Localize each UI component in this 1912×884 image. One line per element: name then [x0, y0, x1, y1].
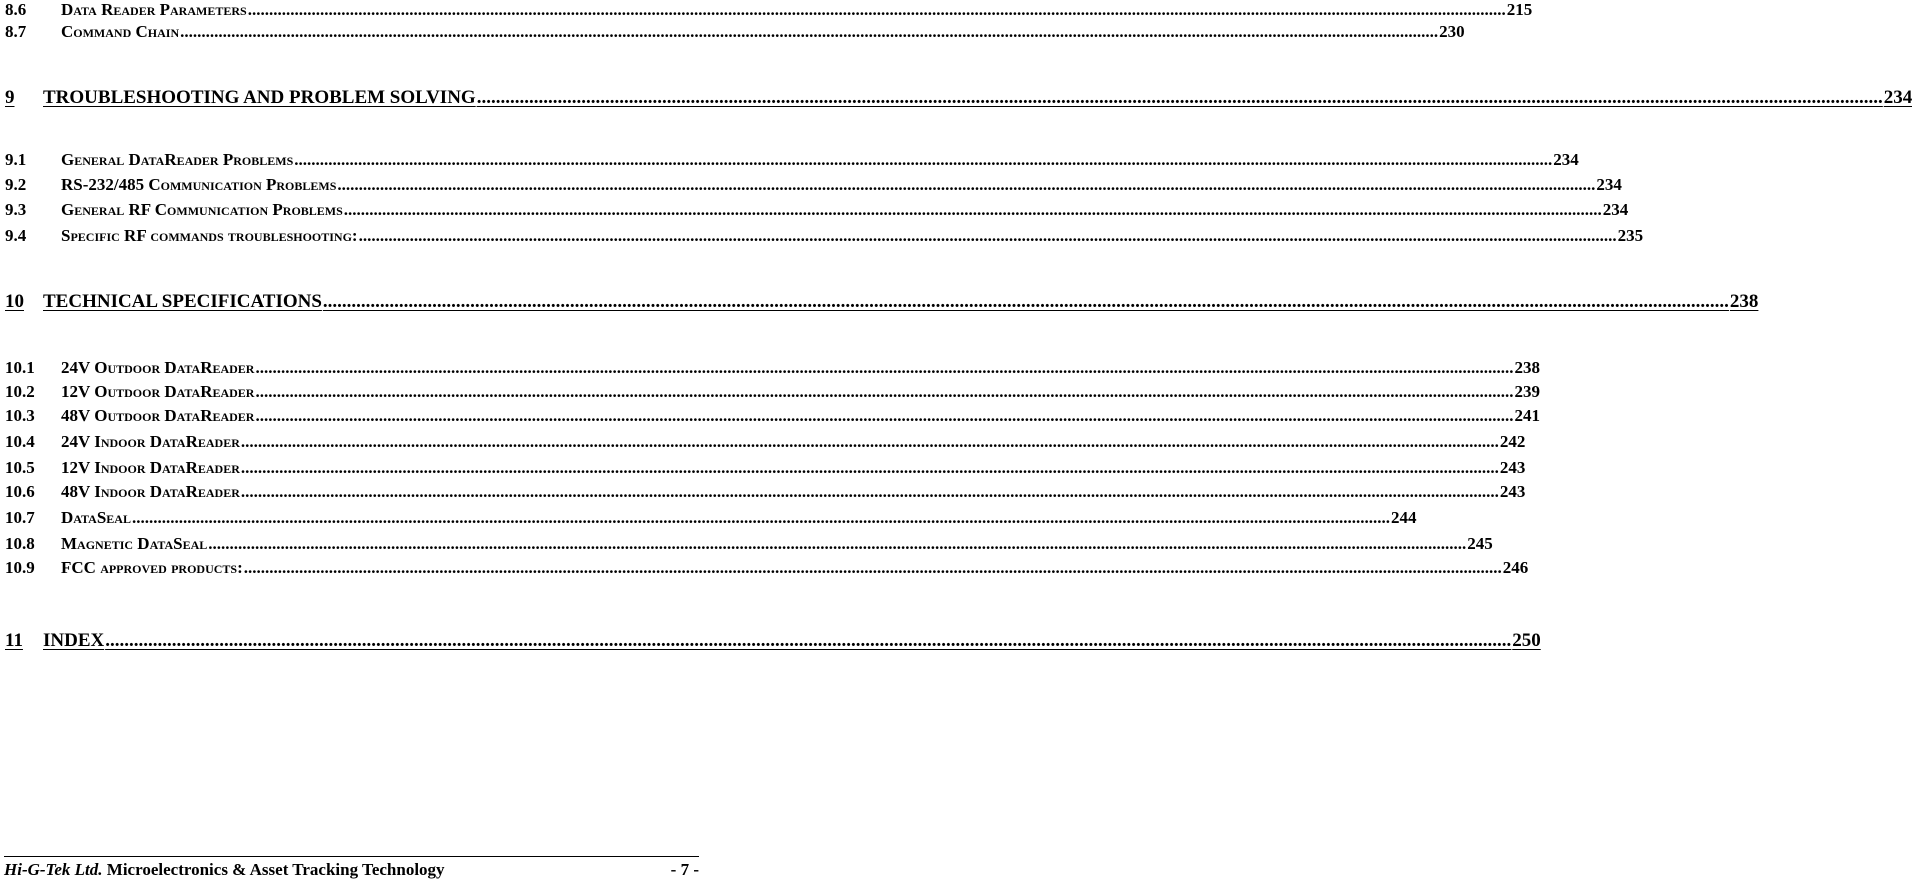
toc-entry[interactable]	[5, 508, 1417, 528]
toc-entry[interactable]	[5, 558, 1529, 578]
toc-entry-page: 243	[1499, 458, 1526, 477]
toc-entry-page: 245	[1467, 534, 1493, 553]
toc-entry-page: 242	[1499, 432, 1526, 451]
toc-leader-dots	[132, 508, 1390, 528]
toc-entry[interactable]	[5, 406, 1540, 426]
toc-leader-dots	[241, 458, 1499, 478]
toc-entry-number: 10.7	[5, 508, 35, 527]
toc-leader-dots	[244, 558, 1502, 578]
toc-entry-title: 48V Indoor DataReader	[61, 482, 240, 501]
toc-entry[interactable]	[5, 482, 1526, 502]
page-footer	[4, 860, 699, 880]
toc-chapter-page: 238	[1729, 291, 1759, 312]
toc-entry-title: 48V Outdoor DataReader	[61, 406, 255, 425]
toc-chapter-entry[interactable]	[5, 291, 1759, 313]
toc-entry-page: 238	[1514, 358, 1540, 377]
toc-entry[interactable]	[5, 458, 1526, 478]
toc-entry-number: 10.6	[5, 482, 35, 501]
toc-entry[interactable]	[5, 226, 1644, 246]
toc-leader-dots	[337, 175, 1595, 195]
toc-entry-page: 230	[1439, 22, 1465, 41]
toc-entry[interactable]	[5, 150, 1579, 170]
footer-rule	[4, 856, 699, 857]
toc-entry-title: 24V Outdoor DataReader	[61, 358, 255, 377]
toc-entry-number: 10.4	[5, 432, 35, 451]
toc-entry-title: DataSeal	[61, 508, 131, 527]
toc-entry-number: 9.3	[5, 200, 27, 219]
toc-entry-number: 9.2	[5, 175, 27, 194]
toc-chapter-entry[interactable]	[5, 87, 1912, 109]
toc-chapter-page: 234	[1883, 87, 1912, 108]
toc-entry-number: 8.7	[5, 22, 27, 41]
toc-entry[interactable]	[5, 22, 1465, 42]
toc-entry-number: 10.2	[5, 382, 35, 401]
toc-entry-title: Data Reader Parameters	[61, 0, 247, 19]
toc-entry[interactable]	[5, 175, 1622, 195]
toc-chapter-title: TROUBLESHOOTING AND PROBLEM SOLVING	[43, 87, 476, 108]
toc-leader-dots	[180, 22, 1438, 42]
toc-chapter-number: 11	[5, 630, 23, 651]
toc-leader-dots	[105, 630, 1511, 652]
toc-chapter-title: TECHNICAL SPECIFICATIONS	[43, 291, 322, 312]
toc-entry-number: 10.1	[5, 358, 35, 377]
toc-entry[interactable]	[5, 534, 1493, 554]
footer-page-number: - 7 -	[670, 860, 699, 879]
toc-leader-dots	[255, 406, 1513, 426]
toc-chapter-entry[interactable]	[5, 630, 1541, 652]
toc-chapter-page: 250	[1512, 630, 1541, 651]
toc-leader-dots	[344, 200, 1602, 220]
toc-entry-title: General RF Communication Problems	[61, 200, 343, 219]
toc-leader-dots	[477, 87, 1883, 109]
toc-entry-page: 235	[1617, 226, 1644, 245]
toc-leader-dots	[241, 432, 1499, 452]
toc-leader-dots	[255, 358, 1513, 378]
toc-entry[interactable]	[5, 200, 1629, 220]
toc-entry-number: 9.1	[5, 150, 27, 169]
toc-leader-dots	[359, 226, 1617, 246]
toc-entry-number: 10.8	[5, 534, 35, 553]
toc-entry[interactable]	[5, 358, 1540, 378]
toc-entry-page: 243	[1499, 482, 1526, 501]
toc-entry-title: RS-232/485 Communication Problems	[61, 175, 337, 194]
toc-leader-dots	[248, 0, 1506, 20]
toc-entry-page: 241	[1514, 406, 1540, 425]
toc-leader-dots	[241, 482, 1499, 502]
toc-entry[interactable]	[5, 432, 1526, 452]
toc-entry-title: Magnetic DataSeal	[61, 534, 208, 553]
footer-company: Hi-G-Tek Ltd.	[4, 860, 103, 879]
toc-chapter-underline	[43, 630, 1541, 652]
toc-entry-page: 234	[1553, 150, 1579, 169]
toc-entry[interactable]	[5, 0, 1533, 20]
toc-leader-dots	[255, 382, 1513, 402]
footer-tagline: Microelectronics & Asset Tracking Technology	[106, 860, 445, 879]
toc-chapter-underline	[43, 87, 1912, 109]
toc-chapter-title: INDEX	[43, 630, 105, 651]
toc-entry-title: General DataReader Problems	[61, 150, 294, 169]
toc-entry-title: Command Chain	[61, 22, 180, 41]
footer-left	[4, 860, 445, 880]
toc-leader-dots	[208, 534, 1466, 554]
toc-leader-dots	[294, 150, 1552, 170]
toc-chapter-underline	[43, 291, 1758, 313]
toc-entry-title: FCC approved products:	[61, 558, 243, 577]
toc-entry-page: 234	[1596, 175, 1622, 194]
toc-entry-title: 12V Outdoor DataReader	[61, 382, 255, 401]
toc-entry-title: 24V Indoor DataReader	[61, 432, 240, 451]
toc-entry-number: 8.6	[5, 0, 27, 19]
toc-entry-page: 244	[1390, 508, 1417, 527]
toc-entry-page: 239	[1514, 382, 1540, 401]
toc-entry-page: 215	[1506, 0, 1533, 19]
toc-entry-page: 246	[1502, 558, 1529, 577]
toc-leader-dots	[323, 291, 1729, 313]
toc-entry-number: 10.3	[5, 406, 35, 425]
toc-chapter-number: 10	[5, 291, 24, 312]
toc-entry-number: 10.5	[5, 458, 35, 477]
toc-chapter-number: 9	[5, 87, 15, 108]
toc-entry[interactable]	[5, 382, 1540, 402]
toc-entry-number: 9.4	[5, 226, 27, 245]
toc-entry-page: 234	[1602, 200, 1629, 219]
toc-entry-title: Specific RF commands troubleshooting:	[61, 226, 358, 245]
toc-entry-number: 10.9	[5, 558, 35, 577]
toc-entry-title: 12V Indoor DataReader	[61, 458, 240, 477]
